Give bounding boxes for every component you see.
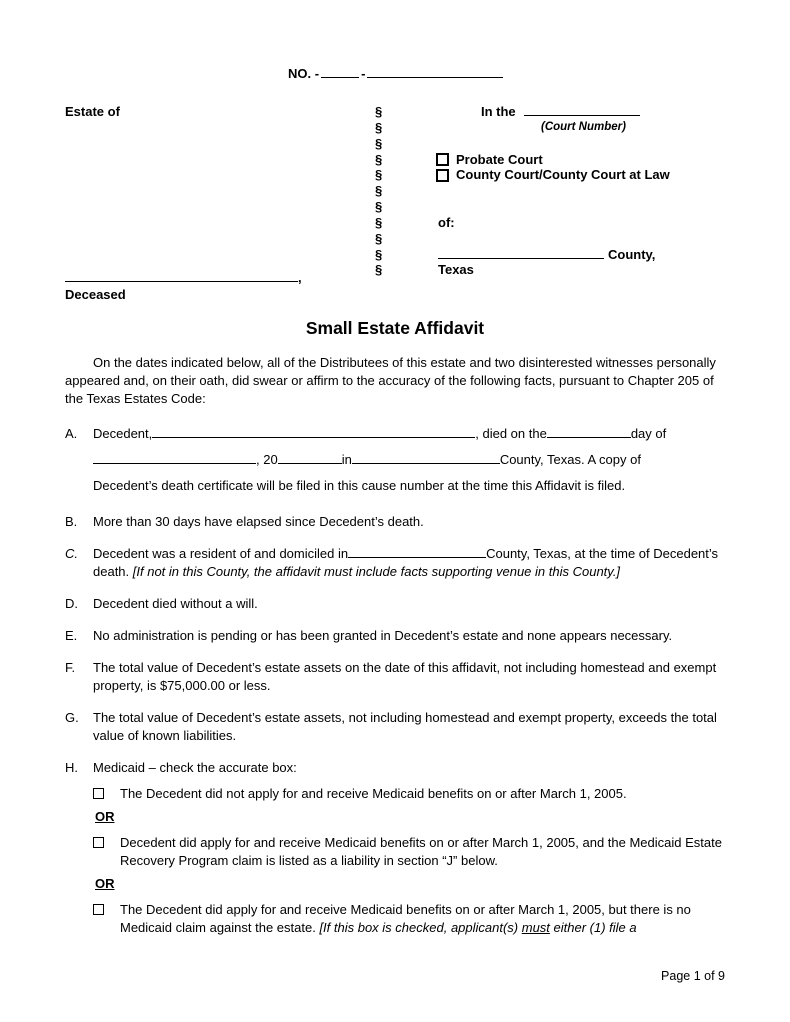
blank-decedent-name[interactable] [152, 426, 475, 438]
item-h [65, 759, 725, 937]
section-symbol: § [375, 230, 383, 246]
checkbox-county-court[interactable] [436, 169, 449, 182]
item-a-text: Decedent’s death certificate will be filed in this cause number at the time this Affidavit is filed. [93, 478, 626, 493]
checkbox-medicaid-option-1[interactable] [93, 788, 104, 799]
item-e-label: E. [65, 628, 78, 643]
item-e [65, 627, 725, 645]
county-court-label: County Court/County Court at Law [456, 167, 670, 183]
item-g-label: G. [65, 710, 79, 725]
affidavit-items [65, 421, 725, 937]
item-c [65, 545, 725, 581]
intro-paragraph: On the dates indicated below, all of the Distributees of this estate and two disinterested witnesses personally appeared and, on their oath, did swear or affirm to the accuracy of the following facts, pursuant to Chapter 205 of the Texas Estates Code: [65, 355, 716, 406]
medicaid-option-1 [93, 785, 725, 803]
medicaid-option-3-note: [If this box is checked, applicant(s) [319, 920, 522, 935]
item-a-text: day of [630, 426, 667, 441]
blank-death-day[interactable] [547, 426, 631, 438]
item-b-text: More than 30 days have elapsed since Decedent’s death. [93, 514, 424, 529]
item-d-text: Decedent died without a will. [93, 596, 258, 611]
item-c-label: C. [65, 546, 78, 561]
section-symbol: § [375, 119, 383, 135]
item-b-label: B. [65, 514, 78, 529]
caption-comma: , [298, 270, 302, 285]
estate-of-label: Estate of [65, 104, 120, 119]
item-h-heading: Medicaid – check the accurate box: [93, 760, 297, 775]
section-symbol: § [375, 246, 383, 262]
case-caption [65, 104, 725, 302]
section-symbol: § [375, 151, 383, 167]
blank-domicile-county[interactable] [348, 546, 486, 558]
item-d-label: D. [65, 596, 78, 611]
item-e-text: No administration is pending or has been granted in Decedent’s estate and none appears necessary. [93, 628, 673, 643]
medicaid-option-2 [93, 834, 725, 870]
blank-death-year[interactable] [278, 452, 342, 464]
section-symbol: § [375, 104, 383, 119]
item-a-label: A. [65, 426, 78, 441]
of-label: of: [438, 214, 455, 230]
cause-number-line [65, 66, 725, 84]
section-symbol: § [375, 135, 383, 151]
section-symbol: § [375, 199, 383, 215]
probate-court-label: Probate Court [456, 151, 543, 167]
medicaid-option-3 [93, 901, 725, 937]
blank-court-number[interactable] [524, 104, 640, 116]
item-a-text: , 20 [256, 452, 278, 467]
item-b [65, 513, 725, 531]
medicaid-option-1-text: The Decedent did not apply for and receive Medicaid benefits on or after March 1, 2005. [120, 786, 627, 801]
item-a-text: in [341, 452, 352, 467]
section-symbol: § [375, 214, 383, 230]
blank-death-county[interactable] [352, 452, 500, 464]
item-a-text: County, Texas. A copy of [499, 452, 641, 467]
texas-label: Texas [438, 262, 474, 278]
medicaid-option-2-text: Decedent did apply for and receive Medicaid benefits on or after March 1, 2005, and the Medicaid Estate Recovery Program claim is listed as a liability in section “J” below. [120, 835, 722, 868]
item-c-text: Decedent was a resident of and domiciled in [93, 546, 349, 561]
item-c-venue-note: [If not in this County, the affidavit must include facts supporting venue in this County.] [132, 564, 621, 579]
in-the-label: In the [481, 104, 516, 119]
court-number-note: (Court Number) [541, 120, 626, 133]
item-f-text: The total value of Decedent’s estate assets on the date of this affidavit, not including homestead and exempt property, is $75,000.00 or less. [93, 660, 717, 693]
item-f-label: F. [65, 660, 76, 675]
section-symbol: § [375, 167, 383, 183]
medicaid-option-3-text: The Decedent did apply for and receive Medicaid benefits on or after March 1, 2005, but there is no Medicaid claim against the estate. [120, 902, 691, 935]
item-g [65, 709, 725, 745]
section-symbol: § [375, 183, 383, 199]
or-separator-1: OR [95, 809, 115, 824]
item-d [65, 595, 725, 613]
medicaid-option-3-note-end: either (1) file a [549, 920, 637, 935]
blank-decedent-name-caption[interactable] [65, 270, 298, 282]
item-h-label: H. [65, 760, 78, 775]
item-f [65, 659, 725, 695]
cause-number-label: NO. - [288, 66, 320, 81]
section-symbol: § [375, 262, 383, 278]
caption-right-column [433, 104, 725, 302]
section-symbol-column [375, 104, 433, 302]
caption-left-column [65, 104, 375, 302]
page-number: Page 1 of 9 [661, 969, 725, 983]
item-a [65, 421, 725, 499]
blank-cause-number-prefix[interactable] [321, 66, 359, 78]
document-title: Small Estate Affidavit [305, 318, 485, 338]
or-separator-2: OR [95, 876, 115, 891]
cause-number-dash: - [361, 66, 366, 81]
checkbox-medicaid-option-2[interactable] [93, 837, 104, 848]
blank-cause-number[interactable] [367, 66, 503, 78]
blank-court-county[interactable] [438, 247, 604, 259]
county-label: County, [608, 246, 656, 262]
item-c-text: County, Texas, at the time of Decedent’s death. [93, 546, 719, 579]
item-g-text: The total value of Decedent’s estate assets, not including homestead and exempt property, exceeds the total value of known liabilities. [93, 710, 717, 743]
item-a-text: , died on the [475, 426, 547, 441]
checkbox-probate-court[interactable] [436, 153, 449, 166]
blank-death-month[interactable] [93, 452, 256, 464]
deceased-label: Deceased [65, 287, 126, 302]
checkbox-medicaid-option-3[interactable] [93, 904, 104, 915]
item-a-text: Decedent, [93, 426, 153, 441]
medicaid-option-3-must: must [521, 920, 550, 935]
